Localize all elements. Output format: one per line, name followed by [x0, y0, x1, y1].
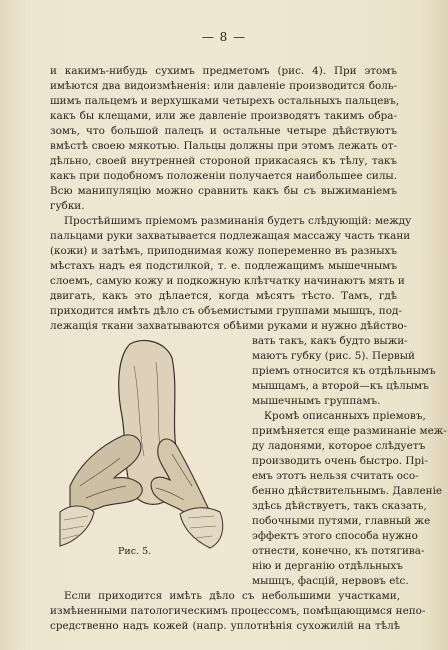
- text-line: отнести, конечно, къ потягива-: [252, 545, 425, 557]
- text-line: зомъ, что большой палецъ и остальные четыре дѣйствуютъ: [50, 125, 397, 137]
- text-line: двигать, какъ это дѣлается, когда мѣсятъ тѣсто. Тамъ, гдѣ: [50, 290, 397, 302]
- text-line: шимъ пальцемъ и верхушками четырехъ остальныхъ пальцевъ,: [50, 95, 400, 107]
- text-line: емъ этотъ нельзя считать осо-: [252, 470, 419, 482]
- text-line: производить очень быстро. Прі-: [252, 455, 428, 467]
- page-number: — 8 —: [201, 30, 247, 44]
- text-line: какъ бы клещами, или же давленіе производятъ такимъ обра-: [50, 110, 397, 122]
- text-line: мышцъ, фасцій, нервовъ etc.: [252, 575, 409, 587]
- text-line: пріемъ относится къ отдѣльнымъ: [252, 365, 436, 377]
- text-line: вать такъ, какъ будто выжи-: [252, 335, 408, 347]
- text-line: нію и дерганію отдѣльныхъ: [252, 560, 403, 572]
- text-line: губки.: [50, 200, 85, 212]
- figure-caption: Рис. 5.: [118, 546, 152, 557]
- text-line: здѣсь дѣйствуетъ, такъ сказать,: [252, 500, 427, 512]
- text-line: (кожи) и затѣмъ, приподнимая кожу попеременно въ разныхъ: [50, 245, 397, 257]
- text-line: средственно надъ кожей (напр. уплотнѣнія сухожилій на тѣлѣ: [50, 620, 400, 632]
- text-line: примѣняется еще разминаніе меж-: [252, 425, 447, 437]
- text-line: Простѣйшимъ пріемомъ разминанія будетъ слѣдующій: между: [64, 215, 412, 227]
- text-line: эффектъ этого способа нужно: [252, 530, 418, 542]
- text-line: побочными путями, главный же: [252, 515, 431, 527]
- text-line: мѣстахъ надъ ея подстилкой, т. е. подлежащимъ мышечнымъ: [50, 260, 397, 272]
- text-line: лежащія ткани захватываются обѣими руками и нужно дѣйство-: [50, 320, 408, 332]
- text-line: пальцами руки захватывается подлежащая массажу часть ткани: [50, 230, 411, 242]
- text-line: бенно дѣйствительнымъ. Давленіе: [252, 485, 443, 497]
- text-line: приходится имѣть дѣло съ объемистыми группами мышцъ, под-: [50, 305, 402, 317]
- text-line: какъ при подобномъ положеніи получается наибольшее силы.: [50, 170, 397, 182]
- text-line: маютъ губку (рис. 5). Первый: [252, 350, 415, 362]
- kneading-hands-illustration: [60, 336, 238, 550]
- text-line: имѣются два видоизмѣненія: или давленіе производится боль-: [50, 80, 397, 92]
- text-line: Всю манипуляцію можно сравнить какъ бы съ выжиманіемъ: [50, 185, 397, 197]
- text-line: мышцамъ, а второй—къ цѣлымъ: [252, 380, 429, 392]
- text-line: мышечнымъ группамъ.: [252, 395, 381, 407]
- text-line: измѣненными патологическимъ процессомъ, помѣщающимся непо-: [50, 605, 426, 617]
- text-line: дѣльно, своей внутренней стороной прикасаясь къ тѣлу, такъ: [50, 155, 397, 167]
- text-line: и какимъ-нибудь сухимъ предметомъ (рис. 4). При этомъ: [50, 65, 397, 77]
- text-line: ду ладонями, которое слѣдуетъ: [252, 440, 426, 452]
- text-line: слоемъ, самую кожу и подкожную клѣтчатку начинаютъ мять и: [50, 275, 405, 287]
- text-line: вмѣстѣ своею мякотью. Пальцы должны при этомъ лежать от-: [50, 140, 397, 152]
- text-line: Если приходится имѣть дѣло съ небольшими участками,: [64, 590, 400, 602]
- text-line: Кромѣ описанныхъ пріемовъ,: [264, 410, 426, 422]
